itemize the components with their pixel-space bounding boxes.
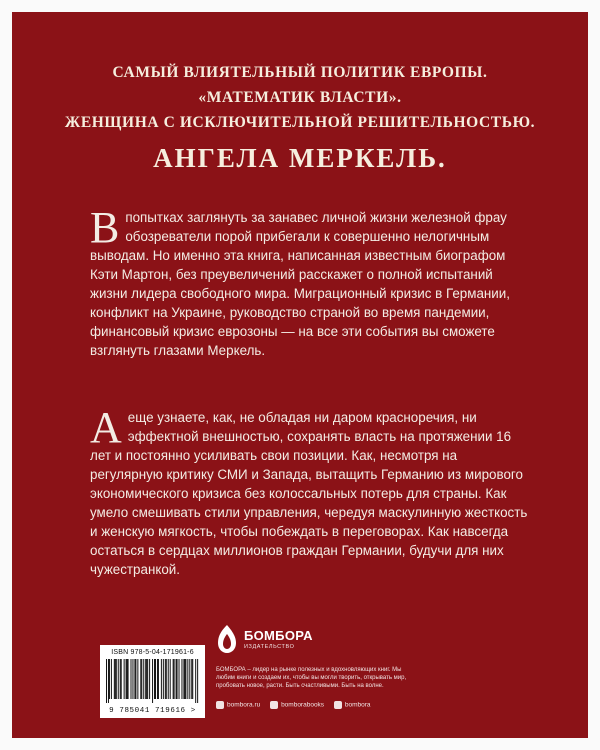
barcode-bar [163,659,164,699]
barcode-bar [131,659,132,699]
barcode-bar [124,659,125,699]
barcode-digits: 9 785041 719616 > [109,707,196,715]
barcode-bar [106,659,107,703]
barcode [100,645,205,718]
headline-line-2: «МАТЕМАТИК ВЛАСТИ». [198,89,402,106]
barcode-bar [109,659,110,699]
barcode-bar [126,659,127,699]
barcode-bar [116,659,117,699]
social-label: bomborabooks [281,701,325,709]
barcode-bar [132,659,133,699]
barcode-bar [149,659,150,699]
vk-icon [270,701,278,709]
social-label: bombora.ru [227,701,261,709]
barcode-bar [137,659,138,699]
barcode-bar [135,659,136,699]
paragraph-1 [90,203,530,360]
barcode-bar [189,659,190,699]
barcode-bar [184,659,185,699]
barcode-bar [181,659,182,699]
barcode-bar [143,659,144,699]
barcode-bar [161,659,162,699]
barcode-bar [154,659,155,699]
barcode-bar [197,659,198,703]
barcode-bar [120,659,121,699]
barcode-bar [177,659,178,699]
barcode-bar [108,659,109,703]
barcode-bar [170,659,171,699]
headline-block [12,60,588,179]
barcode-bar [165,659,166,699]
headline-line-1: САМЫЙ ВЛИЯТЕЛЬНЫЙ ПОЛИТИК ЕВРОПЫ. [112,64,488,81]
barcode-bar [192,659,193,699]
barcode-bar [176,659,177,699]
bombora-logo-icon [216,624,238,654]
barcode-bar [152,659,153,703]
publisher-social [216,701,416,709]
social-item[interactable] [334,701,371,709]
dropcap-1: В [90,203,120,252]
barcode-bar [191,659,192,699]
barcode-bar [155,659,156,699]
publisher-description: БОМБОРА – лидер на рынке полезных и вдохновляющих книг. Мы любим книги и создаем их, чтобы вы могли творить, открывать мир, пробовать новое, расти. Быть счастливыми. Быть на волне. [216,667,407,689]
globe-icon [216,701,224,709]
barcode-bar [127,659,128,699]
barcode-bar [187,659,188,699]
publisher-subtitle: ИЗДАТЕЛЬСТВО [244,644,295,650]
telegram-icon [334,701,342,709]
barcode-bar [111,659,112,699]
barcode-bar [185,659,186,699]
barcode-bar [195,659,196,703]
publisher-block [216,622,416,722]
barcode-bar [145,659,146,699]
barcode-bar [166,659,167,699]
barcode-bar [158,659,159,699]
barcode-bar [173,659,174,699]
barcode-bar [121,659,122,699]
back-cover [12,12,588,738]
barcode-bar [168,659,169,699]
paragraph-2 [90,403,530,579]
social-label: bombora [344,701,371,709]
barcode-bar [115,659,116,699]
headline-name: АНГЕЛА МЕРКЕЛЬ. [153,143,447,173]
barcode-bar [128,659,129,699]
barcode-bar [174,659,175,699]
isbn-text: ISBN 978-5-04-171961-6 [111,649,194,656]
barcode-bar [157,659,158,699]
barcode-bar [118,659,119,699]
barcode-bars [106,659,199,703]
barcode-bar [146,659,147,699]
barcode-bar [140,659,141,699]
paragraph-2-text: еще узнаете, как, не обладая ни даром красноречия, ни эффектной внешностью, сохранять власть на протяжении 16 лет и постоянно усиливать свои позиции. Как, несмотря на регулярную критику СМИ и Запада, вытащить Германию из мирового экономического кризиса без колоссальных потерь для страны. Как умело смешивать стили управления, чередуя маскулинную жесткость и женскую мягкость, чтобы побеждать в переговорах. Как навсегда остаться в сердцах миллионов граждан Германии, будучи для них чужестранкой. [90,410,528,577]
headline-line-3: ЖЕНЩИНА С ИСКЛЮЧИТЕЛЬНОЙ РЕШИТЕЛЬНОСТЬЮ. [64,114,536,131]
barcode-bar [183,659,184,699]
barcode-bar [141,659,142,699]
social-item[interactable] [216,701,260,709]
dropcap-2: А [90,403,122,452]
paragraph-1-text: попытках заглянуть за занавес личной жизни железной фрау обозреватели порой прибегали к совершенно нелогичным выводам. Но именно эта книга, написанная известным биографом Кэти Мартон, без преувеличений расскажет о полной испытаний жизни лидера свободного мира. Миграционный кризис в Германии, конфликт на Украине, руководство страной во время пандемии, финансовый кризис еврозоны — на все эти события вы сможете взглянуть глазами Меркель. [90,210,510,358]
barcode-bar [147,659,148,699]
barcode-bar [134,659,135,699]
barcode-bar [114,659,115,699]
publisher-name: БОМБОРА [244,628,313,643]
social-item[interactable] [270,701,324,709]
barcode-bar [179,659,180,699]
